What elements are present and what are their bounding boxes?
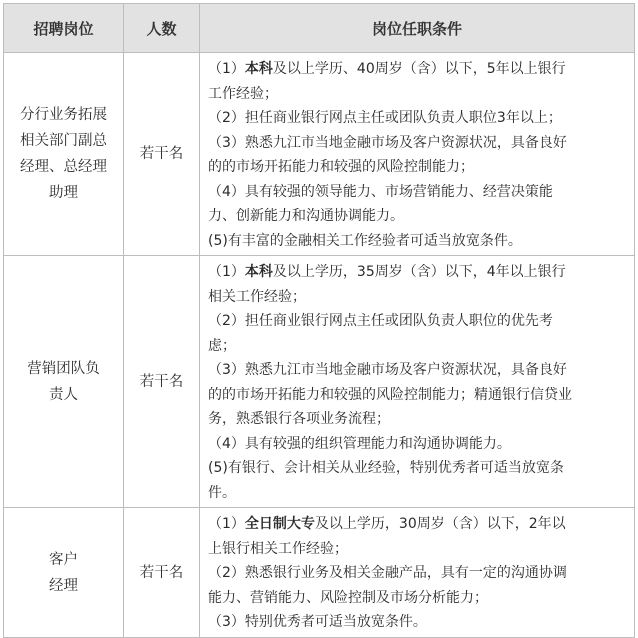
header-position: 招聘岗位 — [4, 4, 124, 53]
count-cell: 若干名 — [124, 256, 200, 508]
requirement-emphasis: 全日制大专 — [244, 516, 315, 532]
requirement-text: 相关工作经验； — [208, 288, 306, 305]
table-row — [4, 508, 635, 638]
requirement-line — [208, 309, 626, 334]
requirement-line — [208, 383, 626, 408]
requirement-line — [208, 260, 626, 285]
requirement-text: （2）熟悉银行业务及相关金融产品，具有一定的沟通协调 — [208, 565, 567, 581]
requirement-line — [208, 456, 626, 481]
requirement-text: （2）担任商业银行网点主任或团队负责人职位的优先考 — [208, 313, 553, 329]
requirement-line — [208, 432, 626, 457]
position-cell — [4, 256, 124, 508]
requirement-text: （3）特别优秀者可适当放宽条件。 — [208, 614, 427, 630]
requirement-text: （1） — [208, 516, 245, 532]
requirement-line — [208, 204, 626, 229]
requirement-text: （2）担任商业银行网点主任或团队负责人职位3年以上； — [208, 110, 562, 126]
requirement-line — [208, 610, 626, 635]
requirement-line — [208, 512, 626, 537]
requirement-line — [208, 561, 626, 586]
requirement-text: 能力、营销能力、风险控制及市场分析能力； — [208, 589, 488, 606]
requirement-text: 及以上学历，35周岁（含）以下，4年以上银行 — [272, 264, 566, 280]
requirement-line — [208, 131, 626, 156]
position-line: 经理 — [49, 577, 78, 594]
requirement-text: （3）熟悉九江市当地金融市场及客户资源状况，具备良好 — [208, 134, 567, 151]
position-line: 助理 — [49, 185, 78, 201]
position-cell — [4, 508, 124, 638]
requirement-text: (5)有银行、会计相关从业经验，特别优秀者可适当放宽条 — [208, 460, 564, 476]
header-requirements: 岗位任职条件 — [200, 4, 635, 53]
requirement-text: 虑； — [208, 337, 236, 354]
requirement-text: （4）具有较强的组织管理能力和沟通协调能力。 — [208, 435, 511, 452]
requirement-text: 及以上学历，30周岁（含）以下，2年以 — [314, 516, 566, 532]
header-count: 人数 — [124, 4, 200, 53]
table-row — [4, 256, 635, 508]
requirement-text: （1） — [208, 264, 245, 280]
requirement-text: 的的市场开拓能力和较强的风险控制能力；精通银行信贷业 — [208, 386, 572, 403]
position-line: 相关部门副总 — [20, 133, 107, 149]
requirement-line — [208, 106, 626, 131]
requirement-text: （4）具有较强的领导能力、市场营销能力、经营决策能 — [208, 183, 553, 200]
position-line: 分行业务拓展 — [20, 107, 107, 123]
position-cell — [4, 53, 124, 256]
requirement-line — [208, 82, 626, 107]
requirement-line — [208, 180, 626, 205]
requirement-line — [208, 285, 626, 310]
requirement-text: （3）熟悉九江市当地金融市场及客户资源状况，具备良好 — [208, 362, 567, 378]
requirements-cell — [200, 53, 635, 256]
requirement-line — [208, 481, 626, 506]
count-cell: 若干名 — [124, 53, 200, 256]
requirement-text: 上银行相关工作经验； — [208, 540, 348, 557]
requirement-text: 工作经验； — [208, 85, 278, 102]
table-row — [4, 53, 635, 256]
requirement-line — [208, 229, 626, 254]
requirement-line — [208, 358, 626, 383]
requirement-line — [208, 537, 626, 562]
position-line: 责人 — [49, 386, 78, 403]
requirement-text: 的的市场开拓能力和较强的风险控制能力； — [208, 159, 474, 175]
recruitment-table — [3, 3, 635, 638]
position-line: 营销团队负 — [27, 360, 100, 377]
requirements-cell — [200, 508, 635, 638]
requirement-line — [208, 407, 626, 432]
requirement-line — [208, 155, 626, 180]
requirement-line — [208, 57, 626, 82]
requirement-text: 力、创新能力和沟通协调能力。 — [208, 208, 404, 224]
requirements-cell — [200, 256, 635, 508]
requirement-line — [208, 586, 626, 611]
requirement-line — [208, 334, 626, 359]
requirement-text: 件。 — [208, 484, 236, 501]
position-line: 客户 — [49, 551, 78, 568]
requirement-text: 及以上学历、40周岁（含）以下，5年以上银行 — [272, 61, 566, 77]
requirement-emphasis: 本科 — [244, 264, 273, 280]
count-cell: 若干名 — [124, 508, 200, 638]
requirement-text: 务，熟悉银行各项业务流程； — [208, 411, 390, 427]
requirement-text: （1） — [208, 61, 245, 77]
table-header-row — [4, 4, 635, 53]
position-line: 经理、总经理 — [20, 159, 107, 175]
requirement-text: (5)有丰富的金融相关工作经验者可适当放宽条件。 — [208, 232, 522, 249]
requirement-emphasis: 本科 — [244, 61, 273, 77]
